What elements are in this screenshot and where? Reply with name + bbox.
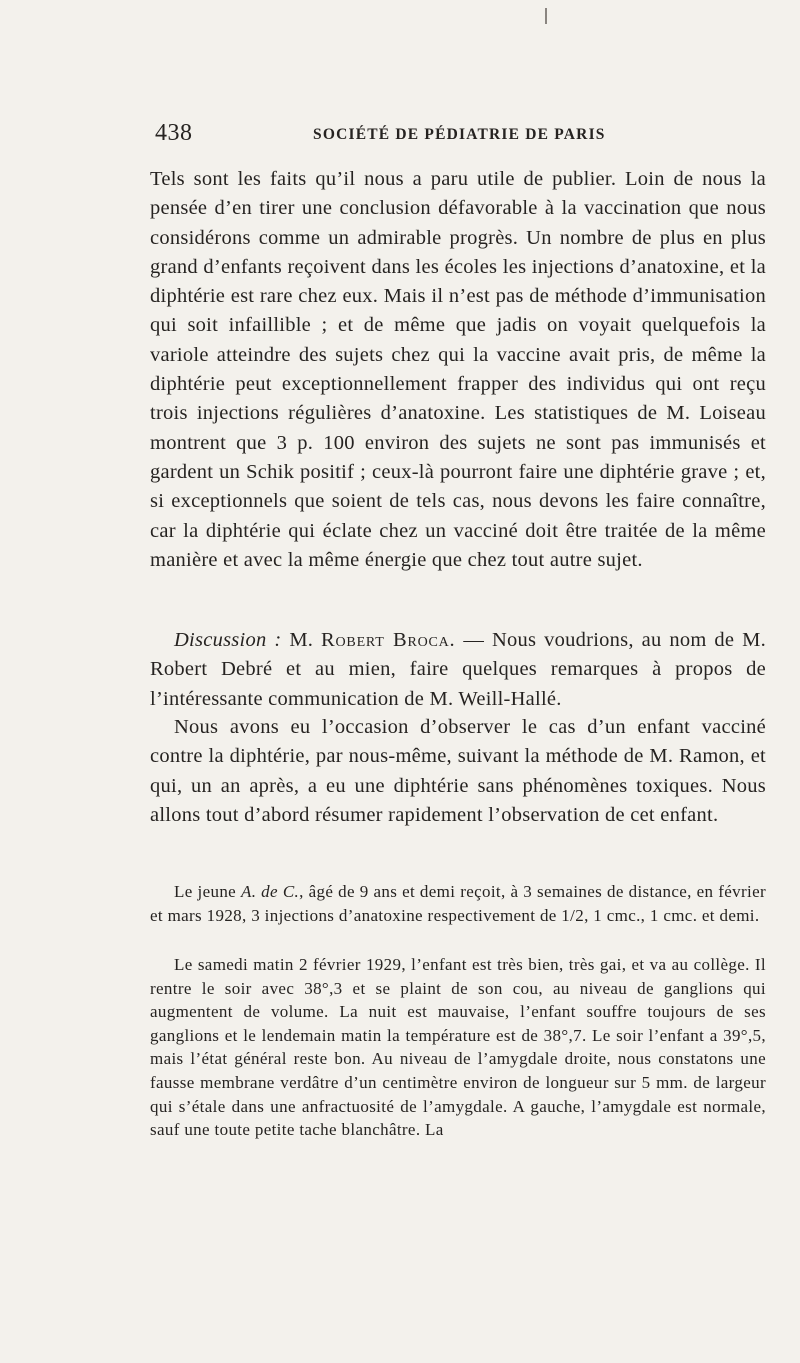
discussion-text: — Nous voudrions, au nom de M. Robert Debré et au mien, faire quelques remarques à propos de l’intéressante communication de M. Weill-Hallé.	[150, 629, 767, 710]
discussion-label: Discussion :	[174, 629, 282, 651]
page-header	[150, 120, 770, 154]
discussion-paragraph	[150, 626, 766, 714]
paragraph-case-intro: Nous avons eu l’occasion d’observer le cas d’un enfant vacciné contre la diphtérie, par nous-même, suivant la méthode de M. Ramon, et qui, un an après, a eu une diphtérie sans phénomènes toxiques. Nous allons tout d’abord résumer rapidement l’observation de cet enfant.	[150, 716, 766, 826]
page-number: 438	[155, 120, 193, 146]
margin-mark	[545, 8, 547, 24]
observation-paragraph: Le samedi matin 2 février 1929, l’enfant est très bien, très gai, et va au collège. Il rentre le soir avec 38°,3 et se plaint de son cou, au niveau de ganglions qui augmentent de volume. La nuit est mauvaise, l’enfant souffre toujours de ses ganglions et le lendemain matin la température est de 38°,7. Le soir l’enfant a 39°,5, mais l’état général reste bon. Au niveau de l’amygdale droite, nous constatons une fausse membrane verdâtre d’un centimètre environ de longueur sur 5 mm. de largeur qui s’étale dans une anfractuosité de l’amygdale. A gauche, l’amygdale est normale, sauf une toute petite tache blanchâtre. La	[150, 955, 766, 1140]
speaker-prefix: M.	[289, 629, 314, 651]
patient-name: A. de C.	[240, 882, 300, 901]
observation-prefix: Le jeune	[174, 882, 237, 901]
observation-intro	[150, 880, 766, 927]
paragraph-conclusion: Tels sont les faits qu’il nous a paru utile de publier. Loin de nous la pensée d’en tirer une conclusion défavorable à la vaccination que nous considérons comme un admirable progrès. Un nombre de plus en plus grand d’enfants reçoivent dans les écoles les injections d’anatoxine, et la diphtérie est rare chez eux. Mais il n’est pas de méthode d’immunisation qui soit infaillible ; et de même que jadis on voyait quelquefois la variole atteindre des sujets chez qui la vaccine avait pris, de même la diphtérie peut exceptionnellement frapper des individus qui ont reçu trois injections régulières d’anatoxine. Les statistiques de M. Loiseau montrent que 3 p. 100 environ des sujets ne sont pas immunisés et gardent un Schik positif ; ceux-là pourront faire une diphtérie grave ; et, si exceptionnels que soient de tels cas, nous devons les faire connaître, car la diphtérie qui éclate chez un vacciné doit être traitée de la même manière et avec la même énergie que chez tout autre sujet.	[150, 168, 766, 571]
observation-intro-text: , âgé de 9 ans et demi reçoit, à 3 semaines de distance, en février et mars 1928, 3 injections d’anatoxine respectivement de 1/2, 1 cmc., 1 cmc. et demi.	[150, 882, 766, 925]
speaker-name: Robert Broca.	[321, 629, 456, 651]
running-title: SOCIÉTÉ DE PÉDIATRIE DE PARIS	[313, 126, 606, 143]
